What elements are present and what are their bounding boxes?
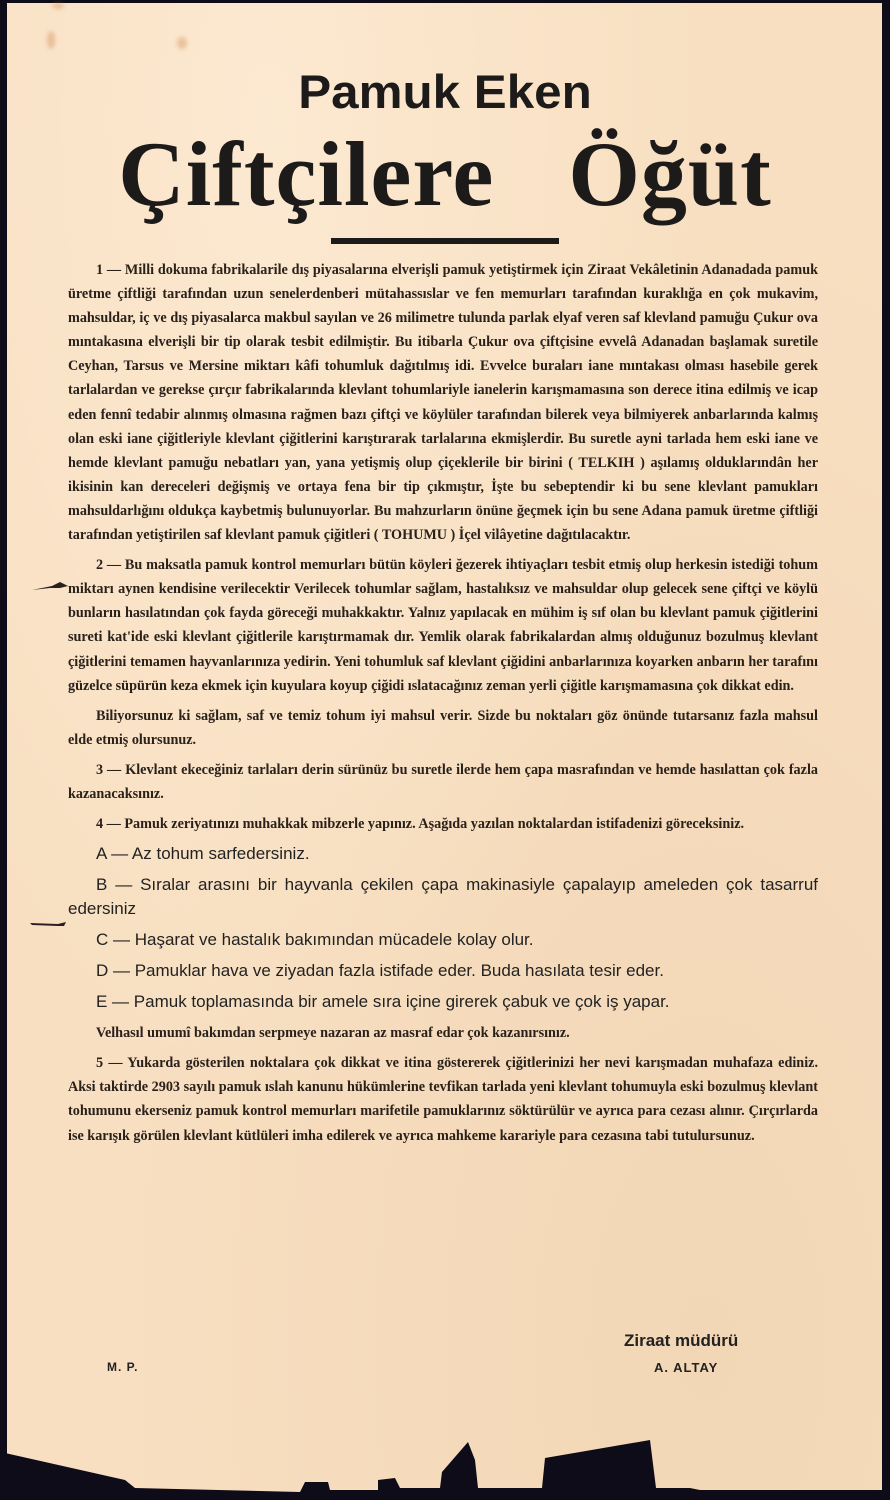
paragraph-velhasil: Velhasıl umumî bakımdan serpmeye nazaran az masraf edar çok kazanırsınız. bbox=[96, 1025, 570, 1042]
torn-bottom-edge bbox=[0, 1410, 890, 1500]
list-item-e: E — Pamuk toplamasında bir amele sıra içine girerek çabuk ve çok iş yapar. bbox=[96, 992, 670, 1012]
benefits-list bbox=[68, 842, 818, 1014]
list-item-a: A — Az tohum sarfedersiniz. bbox=[96, 844, 310, 864]
paper-stain bbox=[177, 37, 187, 49]
signature-title: Ziraat müdürü bbox=[624, 1331, 739, 1350]
title-underline bbox=[331, 238, 559, 244]
poster-body bbox=[68, 258, 818, 1148]
paragraph-4: 4 — Pamuk zeriyatınızı muhakkak mibzerle yapınız. Aşağıda yazılan noktalardan istifadenizi göreceksiniz. bbox=[96, 816, 745, 833]
paragraph-1: 1 — Milli dokuma fabrikalarile dış piyasalarına elverişli pamuk yetiştirmek için Ziraat Vekâletinin Adanadada pamuk üretme çiftliği tarafından uzun senelerdenberi mütahassıslar ve fen memurları tarafından kuraklığa en çok mukavim, mahsuldar, iç ve dış piyasalarca makbul sayılan ve 26 milimetre tulunda parlak elyaf veren saf klevland pamuğu Çukur ova mıntakasına elverişli bir tip olarak tesbit edilmiştir. Bu itibarla Çukur ova çiftçisine evvelâ Adanadan başlamak suretile Ceyhan, Tarsus ve Mersine miktarı kâfi tohumluk dağıtılmış idi. Evvelce buraları iane mıntakası olması hasebile gerek tarlalardan ve gerekse çırçır fabrikalarında klevlant tohumlariyle ianelerin karışmamasına son derece itina edilmiş ve icap eden fennî tedabir alınmış olmasına rağmen bazı çiftçi ve köylüler tarafından bilerek veya bilmiyerek anbarlarında kalmış olan eski iane çiğitleriyle klevlant çiğitlerini karıştırarak tarlalarına ekmişlerdir. Bu suretle ayni tarlada hem eski iane ve hemde klevlant pamuğu nebatları yan, yana yetişmiş olup çiçeklerile bir birini ( TELKIH ) aşılamış olduklarındân her ikisinin kan dereceleri değişmiş ve ortaya fena bir tip çıkmıştır, İşte bu sebeptendir ki bu sene klevlant pamukları mahsuldarlığını oldukça kaybetmiş bulunuyorlar. Bu mahzurların önüne ğeçmek için bu sene Adana pamuk üretme çiftliği tarafından yetiştirilen saf klevlant pamuk çiğitleri ( TOHUMU ) İçel vilâyetine dağıtılacaktır. bbox=[68, 262, 818, 544]
pencil-arrow-mark bbox=[28, 918, 68, 930]
poster-title-line1: Pamuk Eken bbox=[298, 65, 592, 118]
list-item-c: C — Haşarat ve hastalık bakımından mücadele kolay olur. bbox=[96, 930, 534, 950]
poster-title-line2: Çiftçilere Öğüt bbox=[118, 123, 772, 225]
paragraph-5: 5 — Yukarda gösterilen noktalara çok dikkat ve itina göstererek çiğitlerinizi her nevi karışmadan muhafaza ediniz. Aksi taktirde 2903 sayılı pamuk ıslah kanunu hükümlerine tevfikan tarlada yeni klevlant tohumuyla eski bozulmuş klevlant tohumunu ekerseniz pamuk kontrol memurları marifetile pamuklarınız söktürülür ve ayrıca para cezası alınır. Çırçırlarda ise karışık görülen klevlant kütlüleri imha edilerek ve ayrıca mahkeme karariyle para cezasına tabi tutulursunuz. bbox=[68, 1055, 818, 1144]
mp-mark: M. P. bbox=[107, 1360, 139, 1374]
signature-name: A. ALTAY bbox=[654, 1360, 719, 1375]
paper-stain bbox=[52, 3, 64, 9]
pencil-arrow-mark bbox=[30, 578, 70, 594]
list-item-d: D — Pamuklar hava ve ziyadan fazla istifade eder. Buda hasılata tesir eder. bbox=[96, 961, 664, 981]
paragraph-3: 3 — Klevlant ekeceğiniz tarlaları derin sürünüz bu suretle ilerde hem çapa masrafından ve hemde hasılattan çok fazla kazanacaksınız. bbox=[68, 761, 818, 802]
paper-stain bbox=[47, 31, 55, 49]
paragraph-biliyorsunuz: Biliyorsunuz ki sağlam, saf ve temiz tohum iyi mahsul verir. Sizde bu noktaları göz önünde tutarsanız fazla mahsul elde etmiş olursunuz. bbox=[68, 707, 818, 748]
paragraph-2: 2 — Bu maksatla pamuk kontrol memurları bütün köyleri ğezerek ihtiyaçları tesbit etmiş olup herkesin istediği tohum miktarı aynen kendisine verilecektir Verilecek tohumlar sağlam, hastalıksız ve mahsuldar olup gelecek sene çiftçi ve köylü bunların hasılatından çok fayda göreceği muhakkaktır. Yalnız yapılacak en mühim iş sıf olan bu klevlant pamuk çiğitlerini sureti kat'ide eski klevlant çiğitlerile karıştırmamak dır. Yemlik olarak fabrikalardan almış olduğunuz bozulmuş klevlant çiğitlerini temamen hayvanlarınıza yedirin. Yeni tohumluk saf klevlant çiğidini anbarlarınıza koyarken anbarın her tarafını güzelce süpürün keza ekmek için kuyulara koyup çiğidi ıslatacağınız zeman yerli çiğitle karışmamasına çok dikkat edin. bbox=[68, 557, 818, 694]
list-item-b: B — Sıralar arasını bir hayvanla çekilen çapa makinasiyle çapalayıp ameleden çok tasarruf edersiniz bbox=[68, 875, 818, 919]
